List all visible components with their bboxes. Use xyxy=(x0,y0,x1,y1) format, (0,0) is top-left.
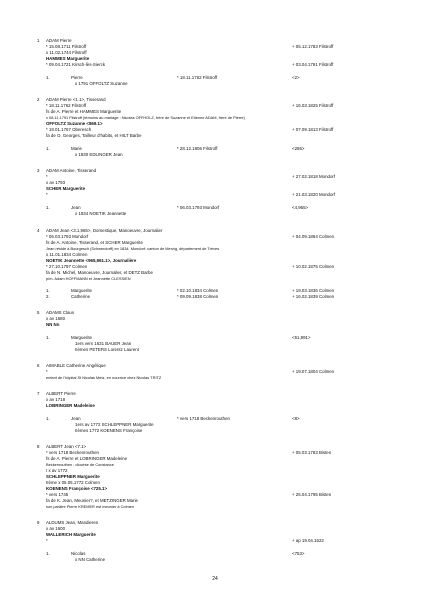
entry-text: ALBERT Jean <7.1> xyxy=(46,444,87,449)
entry-text: son parâtre Pierre KREMER est meunier à Colmen xyxy=(46,504,135,509)
entry-text: <286> xyxy=(292,146,305,151)
entry-text: * 18.11.1762 Filstroff xyxy=(46,103,87,108)
entry-text: OFFOLTZ Suzanne <869.1> xyxy=(46,121,103,126)
entry-text: * xyxy=(46,192,48,197)
entry-text: ADAM Pierre xyxy=(46,38,72,43)
entry-text: + 19.03.1836 Colmen xyxy=(292,288,335,293)
entry-text: 9 xyxy=(37,520,40,525)
entry-text: + 27.02.1818 Mondorf xyxy=(292,174,336,179)
entry-text: 6 xyxy=(37,363,40,368)
entry-text: Pierre xyxy=(71,75,83,80)
entry-text: Catherine xyxy=(71,294,91,299)
entry-text: <4,965> xyxy=(292,205,309,210)
entry-text: I x av 1772 xyxy=(46,468,68,473)
entry-text: * 09.04.1721 Kirsch-lès-Sierck xyxy=(46,62,106,67)
entry-text: 1. xyxy=(46,146,50,151)
entry-text: 1. xyxy=(46,335,50,340)
entry-text: enfant de l'hôpital St Nicolas Metz, en nourrice chez Nicolas TRITZ xyxy=(46,375,162,380)
entry-text: x 1791 OFFOLTZ Suzanne xyxy=(75,81,128,86)
entry-text: + 19.07.1804 Colmen xyxy=(292,369,335,374)
entry-text: + 25.04.1795 Bisten xyxy=(292,492,332,497)
entry-text: 7 xyxy=(37,391,40,396)
entry-text: 1ers av 1772 SCHLEPPNER Marguerite xyxy=(75,422,154,427)
entry-text: * 06.03.1793 Mondorf xyxy=(46,234,89,239)
entry-text: fs de A. Pierre et LOBRINGER Madeleine xyxy=(46,456,128,461)
entry-text: x av 1580 xyxy=(46,316,66,321)
entry-text: 1. xyxy=(46,205,50,210)
entry-text: x av 1718 xyxy=(46,397,66,402)
entry-text: * vers 1745 xyxy=(46,492,69,497)
entry-text: WALLERICH Marguerite xyxy=(46,532,96,537)
entry-text: <753> xyxy=(292,551,305,556)
entry-text: 1. xyxy=(46,551,50,556)
entry-text: IIèmes 1772 KOENENS Françoise xyxy=(75,428,143,433)
entry-text: * 27.10.1797 Colmen xyxy=(46,264,88,269)
entry-text: * 28.12.1806 Filstroff xyxy=(177,146,218,151)
entry-text: NN Nn xyxy=(46,322,60,327)
entry-text: x NN Catherine xyxy=(75,557,106,562)
entry-text: IIèmes PETERS Lorentz Laurent xyxy=(75,347,139,352)
entry-text: Nicolas xyxy=(71,551,86,556)
entry-text: <51,991> xyxy=(292,335,311,340)
entry-text: ALDUMS Jean, Mandieren xyxy=(46,520,99,525)
entry-text: x 1830 EDLINGER Jean xyxy=(75,152,123,157)
entry-text: p/m. Adam HOFFMANN et Jeannette CLESSIEN xyxy=(46,276,131,281)
entry-text: * 18.01.1767 Oberesch xyxy=(46,127,92,132)
entry-text: * 02.10.1834 Colmen xyxy=(177,288,219,293)
entry-text: x 1834 NOETIK Jeannette xyxy=(75,211,127,216)
entry-text: 1 xyxy=(37,38,40,43)
entry-text: SCHER Marguerite xyxy=(46,186,86,191)
entry-text: + 03.04.1791 Filstroff xyxy=(292,62,334,67)
entry-text: fs de A. Antoine, Tisserand, et SCHER Marguerite xyxy=(46,240,143,245)
entry-text: + 16.02.1839 Colmen xyxy=(292,294,335,299)
entry-text: fa de N. Michel, Manoeuvre, Journalier, et DETZ Barbe xyxy=(46,270,153,275)
entry-text: x 08.11.1791 Filstroff (témoins au mariage : Nicolas OFFHOLZ, frère de Suzanne et Etienne ADAM, frère de Pierre) xyxy=(46,115,245,120)
entry-text: * vers 1718 Beckenrouthen xyxy=(46,450,99,455)
entry-text: fa de K. Jean, Meunier?, et METZINGER Marie xyxy=(46,498,138,503)
entry-text: 2 xyxy=(37,97,40,102)
entry-text: 1ers vers 1631 BAUER Jean xyxy=(75,341,132,346)
entry-text: NOETIK Jeannette <965,961.1>, Journalière xyxy=(46,258,137,263)
entry-text: Marguerite xyxy=(71,288,92,293)
entry-text: Marguerite xyxy=(71,335,92,340)
entry-text: + 16.03.1825 Filstroff xyxy=(292,103,334,108)
entry-text: x 11.02.1744 Filstroff xyxy=(46,50,87,55)
entry-text: x av 1793 xyxy=(46,180,66,185)
entry-text: + 05.03.1783 Bisten xyxy=(292,450,332,455)
entry-text: Beckenrouthen : diocèse de Constance xyxy=(46,462,114,467)
entry-text: AIMABLE Catherine Angélique xyxy=(46,363,106,368)
entry-text: Jean xyxy=(71,205,81,210)
entry-text: * 15.08.1711 Filstroff xyxy=(46,44,87,49)
page-number: 24 xyxy=(212,576,218,582)
entry-text: x av 1600 xyxy=(46,526,66,531)
entry-text: HAMMES Marguerite xyxy=(46,56,90,61)
entry-text: fs de A. Pierre et HAMMES Marguerite xyxy=(46,109,122,114)
entry-text: * xyxy=(46,174,48,179)
entry-text: ALBERT Pierre xyxy=(46,391,76,396)
entry-text: * vers 1718 Beckenrouthen xyxy=(177,416,230,421)
entry-text: + 07.09.1813 Filstroff xyxy=(292,127,334,132)
entry-text: LOBRINGER Madeleine xyxy=(46,403,95,408)
entry-text: * xyxy=(46,369,48,374)
entry-text: KOENENS Françoise <725.1> xyxy=(46,486,108,491)
entry-text: 2. xyxy=(46,294,50,299)
entry-text: ADAMS Claus xyxy=(46,310,75,315)
entry-text: <2> xyxy=(292,75,300,80)
entry-text: + 21.03.1820 Mondorf xyxy=(292,192,336,197)
entry-text: + 04.09.1864 Colmen xyxy=(292,234,335,239)
entry-text: Jean réside à Bourgesch (Schwerdorff) en 1834. Mondorf: canton de Merzig, département de Trèves xyxy=(46,246,220,251)
entry-text: 1. xyxy=(46,288,50,293)
entry-text: <8> xyxy=(292,416,300,421)
entry-text: ADAM Jean <3.1,965>, Domestique, Manoeuvre, Journalier xyxy=(46,228,163,233)
entry-text: 1. xyxy=(46,416,50,421)
entry-text: 8 xyxy=(37,444,40,449)
entry-text: * 06.03.1793 Mondorf xyxy=(177,205,220,210)
entry-text: IIème x 05.05.1772 Colmen xyxy=(46,480,100,485)
entry-text: x 11.01.1834 Colmen xyxy=(46,252,88,257)
entry-text: + 05.12.1783 Filstroff xyxy=(292,44,334,49)
entry-text: 3 xyxy=(37,168,40,173)
entry-text: SCHLEPPNER Marguerite xyxy=(46,474,100,479)
entry-text: 5 xyxy=(37,310,40,315)
entry-text: * 18.11.1762 Filstroff xyxy=(177,75,218,80)
entry-text: Jean xyxy=(71,416,81,421)
entry-text: fa de O. Georges, Tailleur d'habits, et HILT Barbe xyxy=(46,133,142,138)
entry-text: 4 xyxy=(37,228,40,233)
entry-text: + 10.02.1875 Colmen xyxy=(292,264,335,269)
entry-text: Marie xyxy=(71,146,82,151)
entry-text: + ap 19.04.1622 xyxy=(292,538,324,543)
entry-text: ADAM Antoine, Tisserand xyxy=(46,168,97,173)
entry-text: 1. xyxy=(46,75,50,80)
entry-text: ADAM Pierre <1.1>, Tisserand xyxy=(46,97,106,102)
entry-text: * xyxy=(46,538,48,543)
entry-text: * 09.09.1838 Colmen xyxy=(177,294,219,299)
